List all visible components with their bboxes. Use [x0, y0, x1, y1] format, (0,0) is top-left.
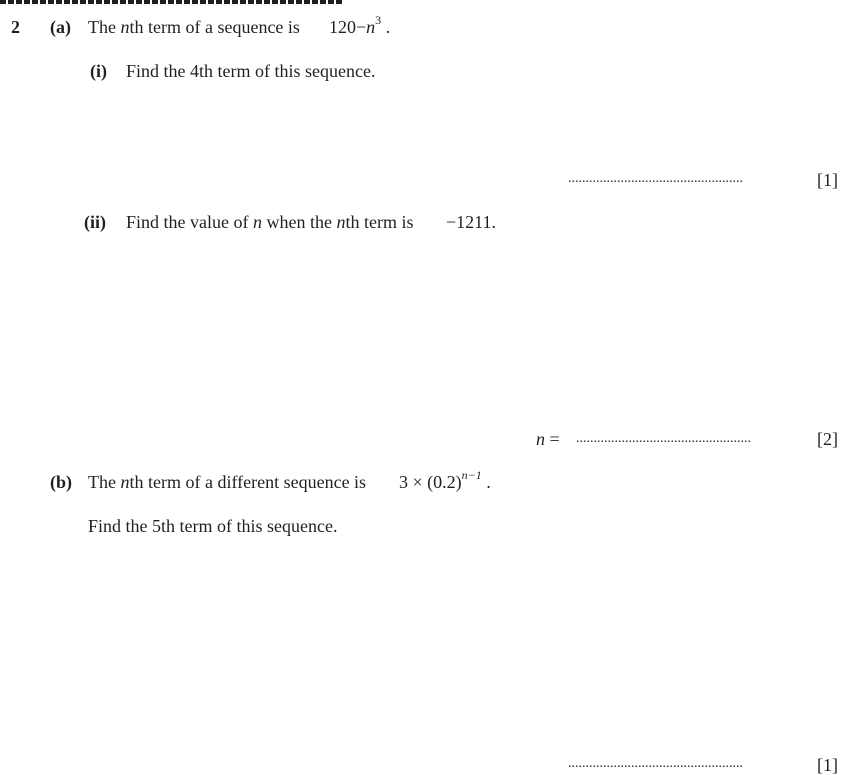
- sub-i-label: (i): [90, 61, 107, 81]
- sub-i-answer-line[interactable]: ..................................................: [568, 171, 743, 186]
- part-b-text: Find the 5th term of this sequence.: [88, 516, 338, 536]
- part-b-marks: [1]: [817, 755, 838, 775]
- sub-ii-label: (ii): [84, 212, 106, 232]
- part-b-answer-line[interactable]: ..................................................: [568, 756, 743, 771]
- question-number: 2: [11, 17, 20, 37]
- sub-ii-text: Find the value of n when the nth term is: [126, 212, 414, 232]
- sub-i-marks: [1]: [817, 170, 838, 190]
- sub-ii-answer-prefix: n =: [536, 429, 560, 449]
- sub-ii-value: −1211.: [446, 212, 496, 232]
- part-a-label: (a): [50, 17, 71, 37]
- part-b-label: (b): [50, 472, 72, 492]
- part-b-expression: $3 \times (0.2)^{n-1}$ .: [399, 468, 491, 492]
- page-top-strip: [0, 0, 342, 4]
- part-a-expression: $120-n^3$ .: [329, 13, 391, 37]
- part-a-stem: The nth term of a sequence is: [88, 17, 300, 37]
- sub-ii-marks: [2]: [817, 429, 838, 449]
- sub-i-text: Find the 4th term of this sequence.: [126, 61, 376, 81]
- part-b-stem: The nth term of a different sequence is: [88, 472, 367, 492]
- sub-ii-answer-line[interactable]: ..................................................: [576, 431, 751, 446]
